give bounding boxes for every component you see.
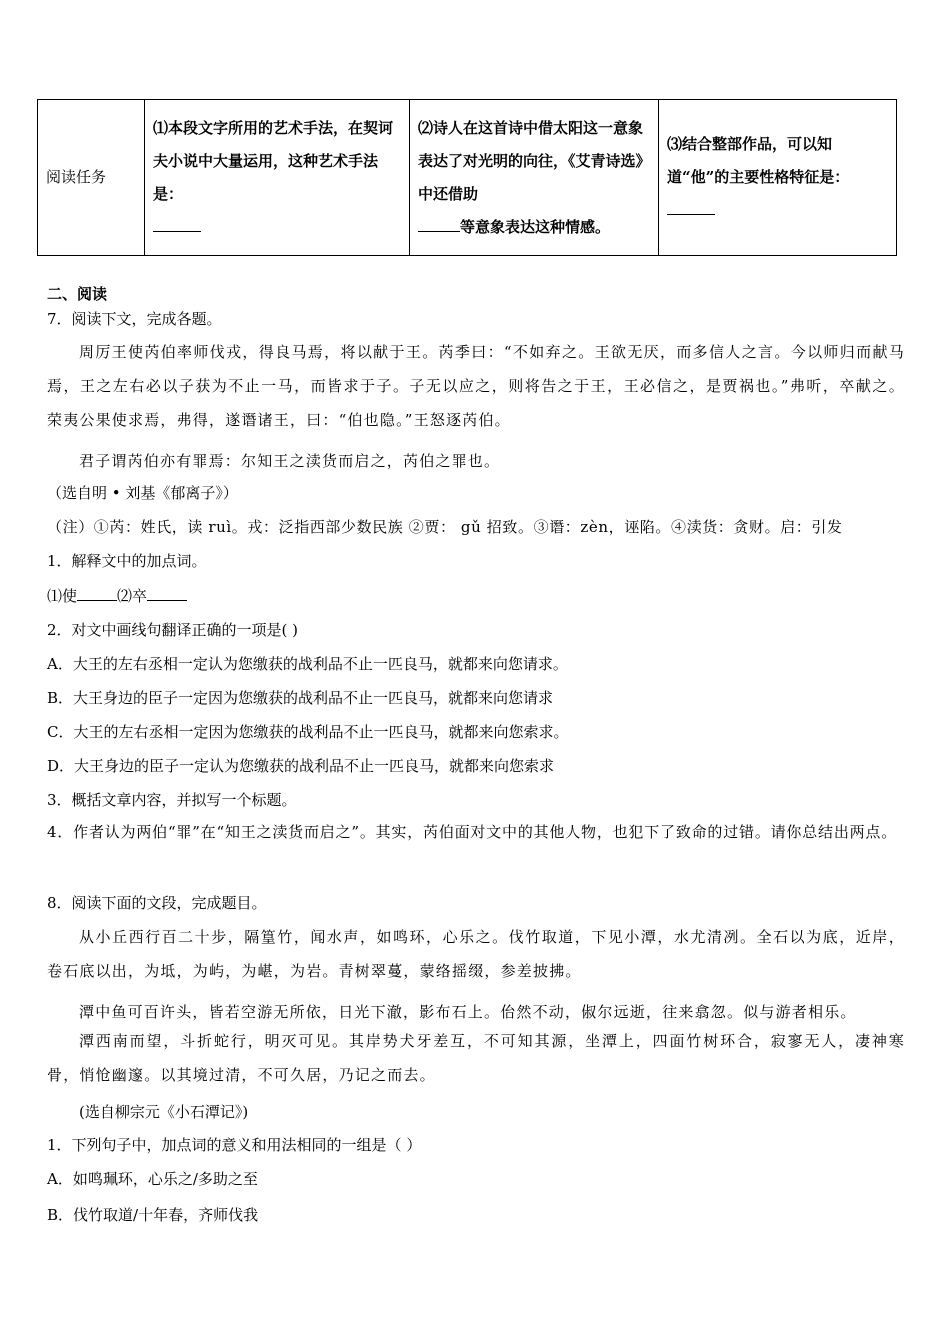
q7-q1-sub2: ⑵卒 bbox=[117, 587, 148, 605]
reading-task-table bbox=[37, 99, 897, 256]
task-cell-3-text: ⑶结合整部作品，可以知道“他”的主要性格特征是： bbox=[667, 135, 850, 186]
answer-blank bbox=[667, 198, 715, 215]
task-label-cell bbox=[38, 100, 145, 256]
q8-passage-para-2: 潭中鱼可百许头，皆若空游无所依，日光下澈，影布石上。佁然不动，俶尔远逝，往来翕忽。似与游者相乐。 bbox=[79, 1003, 857, 1021]
q7-prompt: 7．阅读下文，完成各题。 bbox=[47, 310, 222, 328]
task-cell-1-text: ⑴本段文字所用的艺术手法，在契诃夫小说中大量运用，这种艺术手法是： bbox=[153, 118, 394, 203]
q7-source: （选自明 • 刘基《郁离子》） bbox=[47, 484, 238, 502]
q7-passage-para-1: 周厉王使芮伯率师伐戎，得良马焉，将以献于王。芮季曰：“不如弃之。王欲无厌，而多信人之言。今以师归而献马焉，王之左右必以子获为不止一马，而皆求于子。子无以应之，则将告之于王，王必信之，是贾祸也。”弗听，卒献之。荣夷公果使求焉，弗得，遂谮诸王，曰：“伯也隐。”王怒逐芮伯。 bbox=[47, 343, 905, 429]
task-cell-2 bbox=[410, 100, 659, 256]
q7-question-1: 1．解释文中的加点词。 bbox=[47, 552, 207, 570]
q7-notes: （注）①芮：姓氏，读 ruì。戎：泛指西部少数民族 ②贾： gǔ 招致。③谮：zèn，诬陷。④渎货：贪财。启：引发 bbox=[47, 518, 843, 536]
q8-passage-para-1: 从小丘西行百二十步，隔篁竹，闻水声，如鸣环，心乐之。伐竹取道，下见小潭，水尤清冽。全石以为底，近岸，卷石底以出，为坻，为屿，为嵁，为岩。青树翠蔓，蒙络摇缀，参差披拂。 bbox=[47, 928, 905, 980]
task-cell-3 bbox=[659, 100, 897, 256]
q7-question-1-subitems bbox=[47, 585, 187, 606]
q8-passage-para-3: 潭西南而望，斗折蛇行，明灭可见。其岸势犬牙差互，不可知其源，坐潭上，四面竹树环合，寂寥无人，凄神寒骨，悄怆幽邃。以其境过清，不可久居，乃记之而去。 bbox=[47, 1032, 905, 1084]
q7-q2-option-c: C．大王的左右丞相一定因为您缴获的战利品不止一匹良马，就都来向您索求。 bbox=[47, 723, 569, 741]
q7-q2-option-b: B．大王身边的臣子一定因为您缴获的战利品不止一匹良马，就都来向您请求 bbox=[47, 689, 554, 707]
task-label: 阅读任务 bbox=[46, 168, 107, 186]
q7-question-4: 4．作者认为两伯“罪”在“知王之渎货而启之”。其实，芮伯面对文中的其他人物，也犯下了致命的过错。请你总结出两点。 bbox=[47, 823, 898, 841]
q8-question-1: 1．下列句子中，加点词的意义和用法相同的一组是（ ） bbox=[47, 1136, 422, 1154]
answer-blank bbox=[147, 585, 187, 601]
answer-blank bbox=[153, 215, 201, 232]
answer-blank bbox=[77, 585, 117, 601]
task-cell-2-text-b: 等意象表达这种情感。 bbox=[460, 217, 611, 236]
q7-q2-option-a: A．大王的左右丞相一定认为您缴获的战利品不止一匹良马，就都来向您请求。 bbox=[47, 655, 568, 673]
task-cell-2-text-a: ⑵诗人在这首诗中借太阳这一意象表达了对光明的向往，《艾青诗选》中还借助 bbox=[418, 118, 644, 203]
q7-passage-para-2: 君子谓芮伯亦有罪焉：尔知王之渎货而启之，芮伯之罪也。 bbox=[79, 452, 501, 470]
section-title: 二、阅读 bbox=[47, 285, 108, 303]
q8-source: (选自柳宗元《小石潭记》) bbox=[79, 1103, 249, 1121]
q7-q1-sub1: ⑴使 bbox=[47, 587, 78, 605]
task-cell-1 bbox=[145, 100, 410, 256]
q7-q2-option-d: D．大王身边的臣子一定认为您缴获的战利品不止一匹良马，就都来向您索求 bbox=[47, 757, 555, 775]
q7-question-2: 2．对文中画线句翻译正确的一项是( ) bbox=[47, 621, 299, 639]
q7-question-3: 3．概括文章内容，并拟写一个标题。 bbox=[47, 791, 297, 809]
answer-blank bbox=[418, 215, 460, 232]
q8-q1-option-b: B．伐竹取道/十年春，齐师伐我 bbox=[47, 1206, 259, 1224]
q8-prompt: 8．阅读下面的文段，完成题目。 bbox=[47, 894, 267, 912]
q8-q1-option-a: A．如鸣珮环，心乐之/多助之至 bbox=[47, 1170, 258, 1188]
